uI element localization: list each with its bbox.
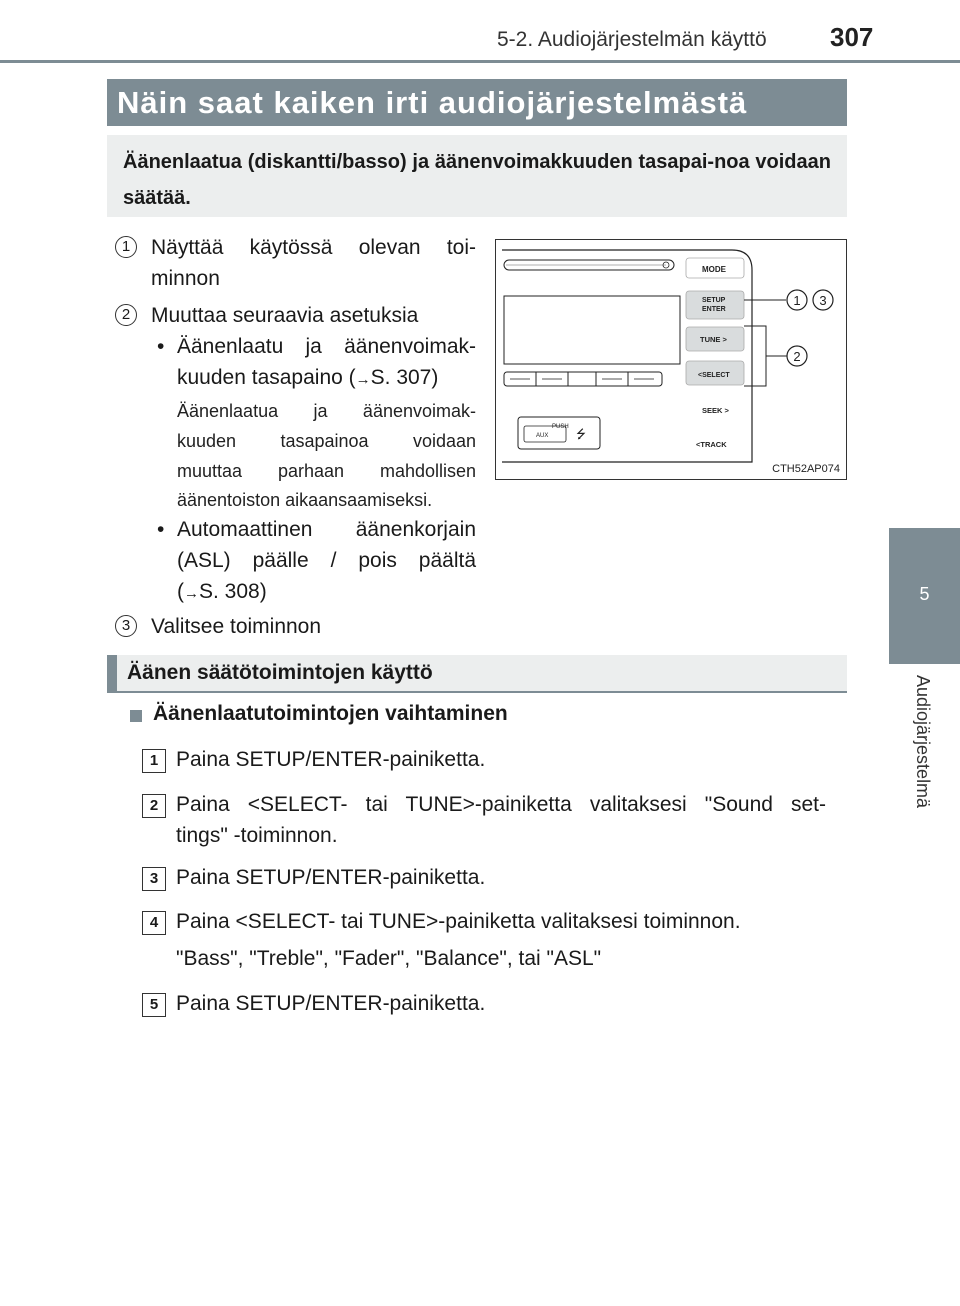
audio-panel-illustration bbox=[495, 239, 847, 480]
callout-1: 1 bbox=[793, 293, 801, 308]
page-title: Näin saat kaiken irti audiojärjestelmästä bbox=[107, 79, 847, 126]
setup-label: SETUP bbox=[702, 297, 726, 304]
item-2-bullet-2-line1: Automaattinen äänenkorjain bbox=[177, 518, 476, 541]
callout-3: 3 bbox=[819, 293, 827, 308]
page-reference-link[interactable]: S. 308) bbox=[199, 580, 267, 603]
port-label-push: PUSH bbox=[552, 424, 569, 430]
note-line-4: äänentoiston aikaansaamiseksi. bbox=[177, 490, 433, 510]
track-label: <TRACK bbox=[696, 440, 727, 449]
step-number-2: 2 bbox=[142, 794, 166, 818]
step-number-1: 1 bbox=[142, 749, 166, 773]
port-label-aux: AUX bbox=[536, 433, 549, 439]
step-5-text: Paina SETUP/ENTER-painiketta. bbox=[176, 992, 486, 1015]
step-4-text-line1: Paina <SELECT- tai TUNE>-painiketta valitaksesi toiminnon. bbox=[176, 910, 741, 933]
callout-2: 2 bbox=[793, 349, 801, 364]
item-1-text-line2: minnon bbox=[151, 267, 220, 290]
arrow-icon: → bbox=[184, 585, 199, 602]
figure-code: CTH52AP074 bbox=[772, 463, 840, 475]
item-2-bullet-2-line3 bbox=[177, 576, 267, 609]
item-number-2: 2 bbox=[115, 304, 137, 326]
section-title: 5-2. Audiojärjestelmän käyttö bbox=[497, 28, 767, 51]
tune-label: TUNE > bbox=[700, 335, 727, 344]
step-number-4: 4 bbox=[142, 911, 166, 935]
chapter-tab bbox=[889, 528, 960, 664]
item-1-text-line1: Näyttää käytössä olevan toi- bbox=[151, 236, 476, 259]
item-2-bullet-1-line2 bbox=[177, 362, 438, 395]
item-2-bullet-2-line2: (ASL) päälle / pois päältä bbox=[177, 549, 476, 572]
bullet-dot: • bbox=[157, 518, 165, 541]
step-number-3: 3 bbox=[142, 867, 166, 891]
page-number: 307 bbox=[830, 22, 874, 52]
enter-label: ENTER bbox=[702, 306, 726, 313]
note-line-3: muuttaa parhaan mahdollisen bbox=[177, 461, 476, 481]
procedure-title: Äänenlaatutoimintojen vaihtaminen bbox=[153, 702, 508, 725]
item-2-text: Muuttaa seuraavia asetuksia bbox=[151, 304, 419, 327]
subsection-heading: Äänen säätötoimintojen käyttö bbox=[107, 655, 847, 693]
step-4-text-line2: "Bass", "Treble", "Fader", "Balance", tai "ASL" bbox=[176, 947, 602, 970]
chapter-label: Audiojärjestelmä bbox=[913, 675, 933, 809]
item-number-3: 3 bbox=[115, 615, 137, 637]
usb-icon: ⭍ bbox=[576, 427, 586, 441]
note-line-2: kuuden tasapainoa voidaan bbox=[177, 431, 476, 451]
arrow-icon: → bbox=[355, 371, 371, 388]
header-divider bbox=[0, 60, 960, 63]
note-line-1: Äänenlaatua ja äänenvoimak- bbox=[177, 401, 476, 421]
bullet-dot: • bbox=[157, 335, 165, 358]
item-number-1: 1 bbox=[115, 236, 137, 258]
step-2-text-line2: tings" -toiminnon. bbox=[176, 824, 338, 847]
page-reference-link[interactable]: S. 307) bbox=[370, 366, 439, 389]
step-2-text-line1: Paina <SELECT- tai TUNE>-painiketta valitaksesi "Sound set- bbox=[176, 793, 826, 816]
item-2-bullet-1-line1: Äänenlaatu ja äänenvoimak- bbox=[177, 335, 476, 358]
bullet-1-text: kuuden tasapaino ( bbox=[177, 366, 356, 389]
mode-button-label: MODE bbox=[702, 265, 726, 274]
chapter-number: 5 bbox=[919, 584, 930, 604]
step-3-text: Paina SETUP/ENTER-painiketta. bbox=[176, 866, 486, 889]
item-3-text: Valitsee toiminnon bbox=[151, 615, 322, 638]
square-bullet-icon bbox=[130, 710, 142, 722]
audio-panel-drawing bbox=[496, 240, 848, 481]
seek-label: SEEK > bbox=[702, 406, 729, 415]
step-1-text: Paina SETUP/ENTER-painiketta. bbox=[176, 748, 486, 771]
select-label: <SELECT bbox=[698, 372, 730, 379]
step-number-5: 5 bbox=[142, 993, 166, 1017]
paren-open: ( bbox=[177, 580, 184, 603]
intro-box: Äänenlaatua (diskantti/basso) ja äänenvoimakkuuden tasapai-noa voidaan säätää. bbox=[107, 135, 847, 217]
